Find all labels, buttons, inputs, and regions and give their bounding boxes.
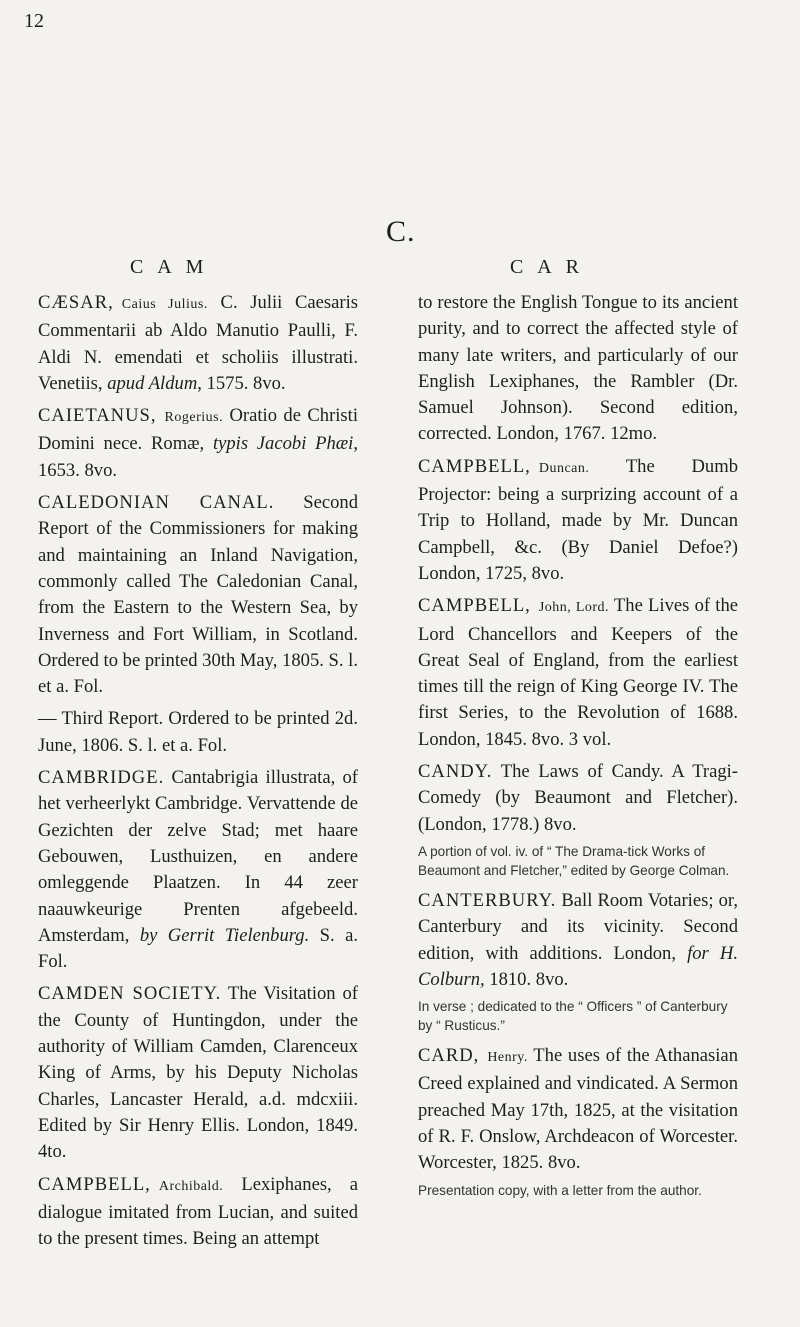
entry-name: John, Lord. bbox=[538, 600, 610, 616]
entry-text: The uses of the Athanasian Creed explained and vindicated. A Sermon preached May 17th, 1825, at the visitation of R. F. Onslow, Archdeacon of Worcester. Worcester, 1825. 8vo. bbox=[418, 1045, 738, 1174]
catalog-entry bbox=[418, 888, 738, 993]
entry-tail: 1810. 8vo. bbox=[484, 968, 569, 990]
entry-head: CANTERBURY. bbox=[418, 889, 557, 911]
entry-text: — Third Report. Ordered to be printed 2d. June, 1806. S. l. et a. Fol. bbox=[38, 708, 358, 756]
left-column bbox=[38, 290, 358, 1258]
catalog-entry bbox=[418, 1043, 738, 1176]
entry-text: C. Julii Caesaris Commentarii ab Aldo Manutio Paulli, F. Aldi N. emendati et scholiis illustrati. Venetiis, bbox=[38, 292, 358, 394]
entry-text: Oratio de Christi Domini nece. Romæ, bbox=[38, 405, 358, 455]
catalog-entry bbox=[418, 454, 738, 587]
entry-name: Rogerius. bbox=[164, 410, 224, 426]
entry-head: CARD, bbox=[418, 1045, 480, 1067]
entry-name: Caius Julius. bbox=[121, 297, 208, 312]
catalog-entry bbox=[38, 290, 358, 397]
entry-text: Ball Room Votaries; or, Canterbury and its vicinity. Second edition, with additions. London, bbox=[418, 889, 738, 964]
catalog-entry bbox=[418, 759, 738, 838]
entry-text: Second Report of the Commissioners for making and maintaining an Inland Navigation, commonly called The Caledonian Canal, from the Eastern to the Western Sea, by Inverness and Fort William, in Scotland. Ordered to be printed 30th May, 1805. S. l. et a. Fol. bbox=[38, 492, 359, 698]
section-letter: C. bbox=[386, 215, 416, 248]
catalog-entry bbox=[38, 765, 358, 975]
page-number: 12 bbox=[24, 10, 44, 32]
entry-text: The Lives of the Lord Chancellors and Keepers of the Great Seal of England, from the earliest times till the reign of King George IV. The first Series, to the Revolution of 1688. London, 1845. 8vo. 3 vol. bbox=[418, 595, 738, 750]
entry-name: Archibald. bbox=[158, 1178, 224, 1194]
entry-head: CALEDONIAN CANAL. bbox=[38, 492, 275, 514]
entry-head: CAMPBELL, bbox=[418, 595, 531, 617]
entry-head: CAMDEN SOCIETY. bbox=[38, 983, 222, 1005]
entry-ital: apud Aldum bbox=[107, 372, 198, 394]
entry-head: CANDY. bbox=[418, 761, 493, 783]
entry-head: CAMBRIDGE. bbox=[38, 767, 165, 789]
catalog-entry bbox=[38, 706, 358, 759]
entry-name: Duncan. bbox=[538, 460, 590, 476]
catalog-entry bbox=[418, 593, 738, 753]
entry-ital: by Gerrit Tielenburg. bbox=[139, 924, 310, 946]
catalog-entry bbox=[38, 1172, 358, 1253]
right-running-header: C A R bbox=[510, 256, 584, 278]
entry-tail: , 1653. 8vo. bbox=[38, 433, 358, 481]
entry-tail: , 1575. 8vo. bbox=[197, 372, 286, 394]
right-column bbox=[418, 290, 738, 1208]
entry-text: The Dumb Projector: being a surprizing account of a Trip to Holland, made by Mr. Duncan Campbell, &c. (By Daniel Defoe?) London, 1725, 8vo. bbox=[418, 455, 738, 584]
catalog-entry bbox=[38, 981, 358, 1165]
entry-text: Lexiphanes, a dialogue imitated from Lucian, and suited to the present times. Being an attempt bbox=[38, 1173, 358, 1250]
entry-head: CAIETANUS, bbox=[38, 405, 157, 427]
catalog-entry bbox=[38, 490, 358, 700]
entry-text: to restore the English Tongue to its ancient purity, and to correct the affected style of many late writers, and particularly of our English Lexiphanes, the Rambler (Dr. Samuel Johnson). Second edition, corrected. London, 1767. 12mo. bbox=[418, 292, 738, 445]
entry-text: Cantabrigia illustrata, of het verheerlykt Cambridge. Vervattende de Gezichten der zelve Stad; met haare Gebouwen, Lusthuizen, en andere omleggende Plaatzen. In 44 zeer naauwkeurige Prenten afgebeeld. Amsterdam, bbox=[38, 767, 358, 946]
entry-tail: S. a. Fol. bbox=[38, 924, 358, 973]
catalog-entry bbox=[418, 290, 738, 448]
entry-text: The Visitation of the County of Huntingdon, under the authority of William Camden, Clarenceux King of Arms, by his Deputy Nicholas Charles, Lancaster Herald, a.d. mdcxiii. Edited by Sir Henry Ellis. London, 1849. 4to. bbox=[38, 983, 358, 1163]
entry-note: In verse ; dedicated to the “ Officers ” of Canterbury by “ Rusticus.” bbox=[418, 999, 728, 1034]
entry-ital: typis Jacobi Phæi bbox=[212, 433, 354, 455]
entry-note: Presentation copy, with a letter from the author. bbox=[418, 1182, 702, 1198]
entry-name: Henry. bbox=[487, 1050, 528, 1066]
entry-text: The Laws of Candy. A Tragi-Comedy (by Beaumont and Fletcher). (London, 1778.) 8vo. bbox=[418, 761, 738, 835]
catalog-entry bbox=[38, 403, 358, 484]
entry-head: CAMPBELL, bbox=[38, 1173, 151, 1195]
entry-head: CAMPBELL, bbox=[418, 455, 531, 477]
entry-note: A portion of vol. iv. of “ The Drama-tick Works of Beaumont and Fletcher,” edited by George Colman. bbox=[418, 843, 730, 878]
entry-ital: for H. Colburn, bbox=[418, 942, 738, 990]
left-running-header: C A M bbox=[130, 256, 209, 278]
entry-head: CÆSAR, bbox=[38, 292, 114, 313]
